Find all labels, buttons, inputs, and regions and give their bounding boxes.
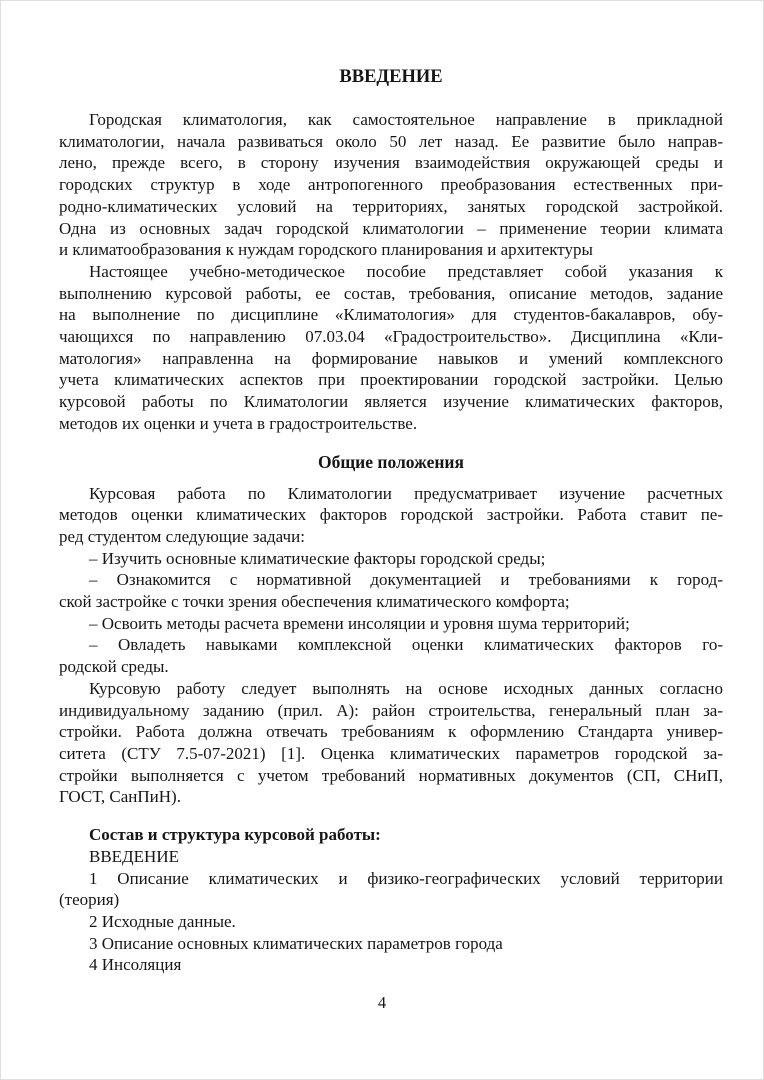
structure-item-4: [59, 954, 723, 976]
text-line: методов их оценки и учета в градостроительстве.: [59, 413, 418, 433]
text-line: – Ознакомится с нормативной документацией и требованиями к город-: [89, 570, 723, 590]
structure-heading: [59, 824, 723, 846]
page-title: ВВЕДЕНИЕ: [339, 67, 443, 87]
text-line: ВВЕДЕНИЕ: [89, 846, 179, 866]
text-line: стройки. Работа должна отвечать требованиям к оформлению Стандарта универ-: [59, 722, 723, 742]
text-line: – Овладеть навыками комплексной оценки климатических факторов го-: [89, 635, 723, 655]
text-line: выполнению курсовой работы, ее состав, требования, описание методов, задание: [59, 283, 723, 303]
text-line: методов оценки климатических факторов городской застройки. Работа ставит пе-: [59, 505, 723, 525]
text-line: чающихся по направлению 07.03.04 «Градостроительство». Дисциплина «Кли-: [59, 327, 723, 347]
text-line: лено, прежде всего, в сторону изучения взаимодействия окружающей среды и: [59, 153, 723, 173]
structure-item-2: [59, 911, 723, 933]
text-line: индивидуальному заданию (прил. А): район строительства, генеральный план за-: [59, 700, 723, 720]
section-heading-general: Общие положения: [318, 451, 464, 472]
text-line: ГОСТ, СанПиН).: [59, 787, 181, 807]
text-line: учета климатических аспектов при проектировании городской застройки. Целью: [59, 370, 723, 390]
text-line: на выполнение по дисциплине «Климатология» для студентов-бакалавров, обу-: [59, 305, 723, 325]
text-line: курсовой работы по Климатологии является изучение климатических факторов,: [59, 392, 723, 412]
text-line: – Изучить основные климатические факторы городской среды;: [89, 548, 546, 568]
text-line: – Освоить методы расчета времени инсоляции и уровня шума территорий;: [89, 613, 630, 633]
text-line: Курсовую работу следует выполнять на основе исходных данных согласно: [89, 678, 723, 698]
text-line: стройки выполняется с учетом требований нормативных документов (СП, СНиП,: [59, 765, 723, 785]
task-list-item-1: [59, 548, 723, 570]
text-line: 1 Описание климатических и физико-географических условий территории: [89, 868, 723, 888]
text-line: 4 Инсоляция: [89, 955, 182, 975]
text-line: (теория): [59, 890, 120, 910]
text-line: Настоящее учебно-методическое пособие представляет собой указания к: [89, 261, 723, 281]
text-line: Курсовая работа по Климатологии предусматривает изучение расчетных: [89, 483, 723, 503]
structure-item-1: [59, 868, 723, 911]
structure-item-3: [59, 933, 723, 955]
text-line: 2 Исходные данные.: [89, 911, 236, 931]
task-list-item-3: [59, 613, 723, 635]
text-line: ской застройке с точки зрения обеспечения климатического комфорта;: [59, 592, 570, 612]
text-line: климатологии, начала развиваться около 50 лет назад. Ее развитие было направ-: [59, 131, 723, 151]
structure-section: [59, 824, 723, 976]
paragraph-intro-2: [59, 261, 723, 435]
page-number: 4: [377, 993, 387, 1012]
paragraph-general-1: [59, 483, 723, 548]
text-line: 3 Описание основных климатических параметров города: [89, 933, 503, 953]
text-line: Одна из основных задач городской климатологии – применение теории климата: [59, 218, 723, 238]
text-line: ситета (СТУ 7.5-07-2021) [1]. Оценка климатических параметров городской за-: [59, 743, 723, 763]
paragraph-intro-1: [59, 109, 723, 261]
text-content: [59, 65, 723, 976]
text-line: матология» направленна на формирование навыков и умений комплексного: [59, 348, 723, 368]
text-line: Состав и структура курсовой работы:: [89, 825, 381, 845]
paragraph-general-2: [59, 678, 723, 808]
text-line: родской среды.: [59, 657, 169, 677]
text-line: и климатообразования к нуждам городского планирования и архитектуры: [59, 240, 593, 260]
text-line: Городская климатология, как самостоятельное направление в прикладной: [89, 110, 723, 129]
text-line: городских структур в ходе антропогенного преобразования естественных при-: [59, 175, 723, 195]
task-list-item-2: [59, 569, 723, 612]
text-line: ред студентом следующие задачи:: [59, 526, 305, 546]
task-list-item-4: [59, 634, 723, 677]
text-line: родно-климатических условий на территориях, занятых городской застройкой.: [59, 196, 723, 216]
structure-intro-line: [59, 846, 723, 868]
